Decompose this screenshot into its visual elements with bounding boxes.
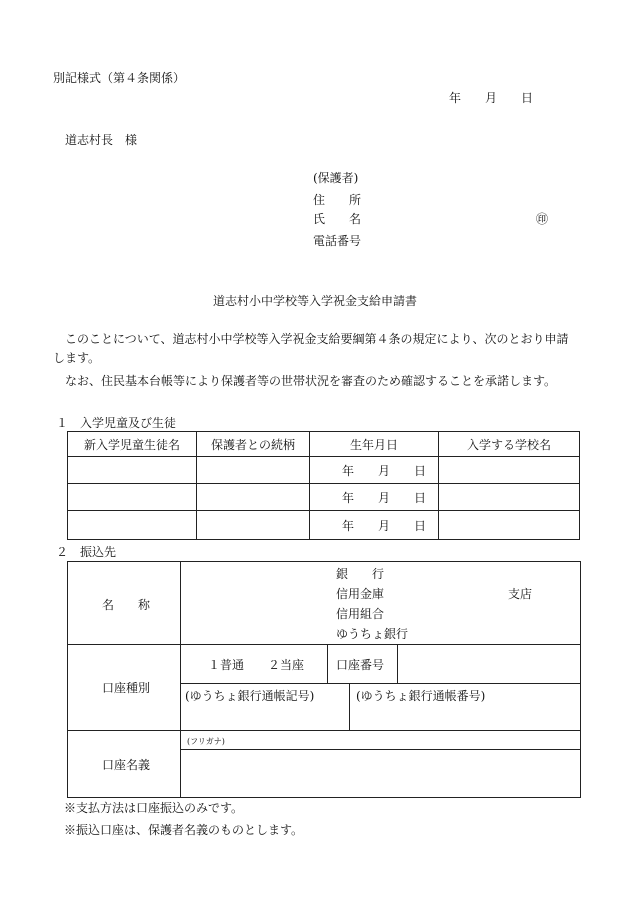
phone-label: 電話番号: [313, 234, 362, 248]
col-divider: [397, 644, 398, 684]
col-child-name: 新入学児童生徒名: [68, 432, 197, 457]
birth-date-cell[interactable]: 年 月 日: [310, 484, 439, 511]
addressee: 道志村長 様: [65, 133, 138, 147]
body-line-1: このことについて、道志村小中学校等入学祝金支給要綱第４条の規定により、次のとおり申請: [53, 332, 569, 346]
birth-date-cell[interactable]: 年 月 日: [310, 457, 439, 484]
relation-cell[interactable]: [197, 484, 310, 511]
school-cell[interactable]: [439, 511, 580, 540]
bank-type-shinkin[interactable]: 信用金庫: [336, 587, 385, 601]
seal-mark: ㊞: [536, 212, 549, 226]
bank-type-credit-union[interactable]: 信用組合: [336, 607, 385, 621]
form-label: 別記様式（第４条関係）: [53, 71, 186, 85]
child-name-cell[interactable]: [68, 484, 197, 511]
date-field: 年 月 日: [449, 91, 534, 105]
birth-date-cell[interactable]: 年 月 日: [310, 511, 439, 540]
relation-cell[interactable]: [197, 457, 310, 484]
school-cell[interactable]: [439, 484, 580, 511]
body-line-2: します。: [53, 351, 101, 365]
yucho-number-label: (ゆうちょ銀行通帳番号): [356, 689, 486, 703]
label-divider: [180, 562, 181, 797]
note-account-holder: ※振込口座は、保護者名義のものとします。: [64, 823, 304, 837]
section2-heading: ２ 振込先: [56, 545, 117, 559]
table-row: [68, 457, 580, 484]
col-divider: [327, 644, 328, 684]
bank-name-label: 名 称: [102, 598, 151, 612]
relation-cell[interactable]: [197, 511, 310, 540]
body-paragraph-2: なお、住民基本台帳等により保護者等の世帯状況を審査のため確認することを承諾します。: [53, 374, 557, 388]
section1-heading: １ 入学児童及び生徒: [56, 416, 177, 430]
bank-type-yucho[interactable]: ゆうちょ銀行: [336, 627, 409, 641]
document-title: 道志村小中学校等入学祝金支給申請書: [213, 294, 418, 308]
child-name-cell[interactable]: [68, 511, 197, 540]
row-divider: [180, 749, 580, 750]
row-divider: [180, 683, 580, 684]
account-type-label: 口座種別: [102, 681, 151, 695]
furigana-label: (フリガナ): [187, 737, 225, 746]
col-divider: [349, 683, 350, 730]
bank-transfer-table: [67, 561, 581, 798]
guardian-label: (保護者): [313, 171, 359, 185]
children-table-header: [68, 432, 580, 457]
row-divider: [68, 644, 580, 645]
row-divider: [68, 730, 580, 731]
address-label: 住 所: [313, 193, 362, 207]
table-row: [68, 484, 580, 511]
school-cell[interactable]: [439, 457, 580, 484]
children-table: [67, 431, 580, 540]
account-holder-label: 口座名義: [102, 758, 151, 772]
body-paragraph-1: [53, 330, 569, 368]
account-type-options[interactable]: １普通 ２当座: [208, 658, 305, 672]
col-relation: 保護者との続柄: [197, 432, 310, 457]
account-number-label: 口座番号: [336, 658, 385, 672]
branch-label: 支店: [508, 587, 533, 601]
name-label: 氏 名: [313, 212, 362, 226]
col-school: 入学する学校名: [439, 432, 580, 457]
table-row: [68, 511, 580, 540]
note-payment-method: ※支払方法は口座振込のみです。: [64, 801, 244, 815]
col-birth-date: 生年月日: [310, 432, 439, 457]
child-name-cell[interactable]: [68, 457, 197, 484]
bank-type-bank[interactable]: 銀 行: [336, 567, 385, 581]
yucho-symbol-label: (ゆうちょ銀行通帳記号): [185, 689, 315, 703]
